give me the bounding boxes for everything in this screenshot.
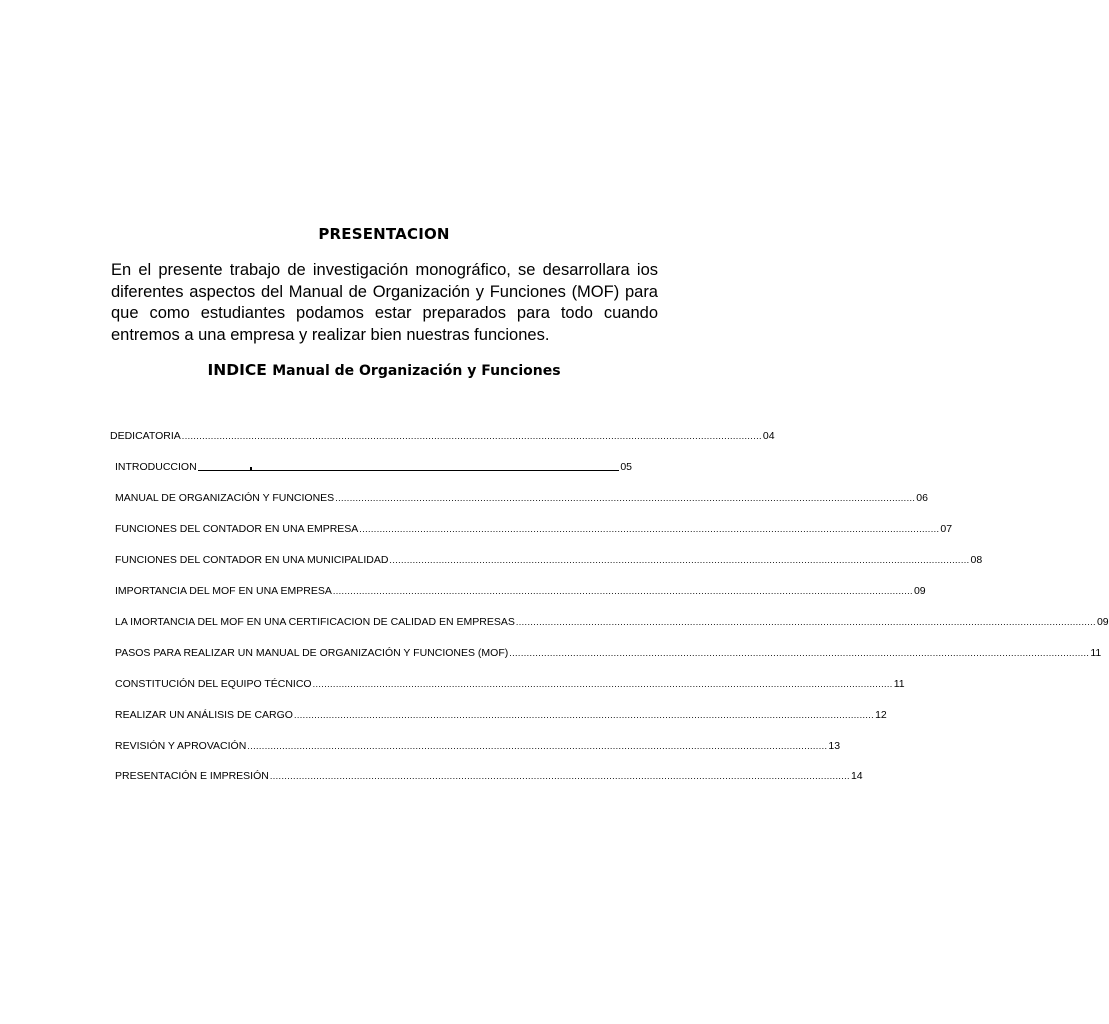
toc-entry-label: REVISIÓN Y APROVACIÓN [115, 740, 247, 752]
toc-entry-label: INTRODUCCION [115, 461, 197, 473]
toc-leader-dots: ........................................................................................................................................................................................................ [359, 524, 940, 534]
index-title-text: Manual de Organización y Funciones [272, 363, 561, 379]
index-title-prefix: INDICE [207, 361, 273, 379]
toc-entry-label: PASOS PARA REALIZAR UN MANUAL DE ORGANIZACIÓN Y FUNCIONES (MOF) [115, 647, 509, 659]
toc-leader-tick [250, 467, 252, 471]
toc-entry-page: 14 [850, 770, 863, 782]
toc-row-imortancia-certificacion[interactable] [115, 614, 1109, 628]
toc-leader-dots: ........................................................................................................................................................................................................ [389, 555, 970, 565]
presentacion-body: En el presente trabajo de investigación monográfico, se desarrollara ios diferentes aspectos del Manual de Organización y Funciones (MOF) para que como estudiantes podamos estar preparados para todo cuando entremos a una empresa y realizar bien nuestras funciones. [111, 261, 658, 344]
toc-leader-dots: ........................................................................................................................................................................................................ [335, 493, 916, 503]
toc-row-analisis[interactable] [115, 707, 887, 721]
index-title [0, 361, 768, 379]
toc-entry-page: 09 [1096, 616, 1109, 628]
toc-row-importancia[interactable] [115, 583, 926, 597]
toc-entry-label: FUNCIONES DEL CONTADOR EN UNA EMPRESA [115, 523, 359, 535]
toc-row-funciones-empresa[interactable] [115, 521, 953, 535]
toc-entry-page: 07 [940, 523, 953, 535]
toc-entry-page: 11 [893, 678, 905, 690]
toc-leader-dots: ........................................................................................................................................................................................................ [181, 431, 762, 441]
toc-row-introduccion[interactable] [115, 459, 632, 473]
toc-entry-label: IMPORTANCIA DEL MOF EN UNA EMPRESA [115, 585, 332, 597]
toc-entry-page: 09 [913, 585, 926, 597]
toc-entry-label: FUNCIONES DEL CONTADOR EN UNA MUNICIPALIDAD [115, 554, 389, 566]
toc-row-revision[interactable] [115, 738, 841, 752]
toc-entry-page: 11 [1090, 647, 1102, 659]
toc-row-presentacion[interactable] [115, 768, 863, 782]
toc-row-manual[interactable] [115, 490, 928, 504]
toc-entry-page: 08 [970, 554, 983, 566]
toc-leader-dots: ........................................................................................................................................................................................................ [509, 648, 1090, 658]
toc-entry-page: 04 [762, 430, 775, 442]
toc-entry-label: LA IMORTANCIA DEL MOF EN UNA CERTIFICACION DE CALIDAD EN EMPRESAS [115, 616, 515, 628]
toc-row-dedicatoria[interactable] [110, 428, 775, 442]
toc-leader-dots: ........................................................................................................................................................................................................ [332, 586, 913, 596]
presentacion-title: PRESENTACION [318, 225, 450, 243]
toc-entry-page: 12 [875, 709, 887, 721]
toc-entry-label: MANUAL DE ORGANIZACIÓN Y FUNCIONES [115, 492, 335, 504]
toc-entry-label: DEDICATORIA [110, 430, 181, 442]
toc-leader-dots: ........................................................................................................................................................................................................ [293, 710, 875, 720]
toc-leader-line [198, 469, 620, 471]
toc-entry-page: 06 [916, 492, 928, 504]
toc-entry-page: 13 [828, 740, 841, 752]
toc-leader-dots: ........................................................................................................................................................................................................ [312, 679, 893, 689]
toc-leader-dots: ........................................................................................................................................................................................................ [269, 771, 850, 781]
toc-entry-label: PRESENTACIÓN E IMPRESIÓN [115, 770, 269, 782]
toc-leader-dots: ........................................................................................................................................................................................................ [247, 741, 828, 751]
toc-entry-label: CONSTITUCIÓN DEL EQUIPO TÉCNICO [115, 678, 312, 690]
toc-entry-page: 05 [620, 461, 632, 473]
toc-leader-dots: ........................................................................................................................................................................................................ [515, 617, 1096, 627]
toc-entry-label: REALIZAR UN ANÁLISIS DE CARGO [115, 709, 293, 721]
toc-row-constitucion[interactable] [115, 676, 905, 690]
toc-row-pasos[interactable] [115, 645, 1102, 659]
toc-row-funciones-municipalidad[interactable] [115, 552, 983, 566]
